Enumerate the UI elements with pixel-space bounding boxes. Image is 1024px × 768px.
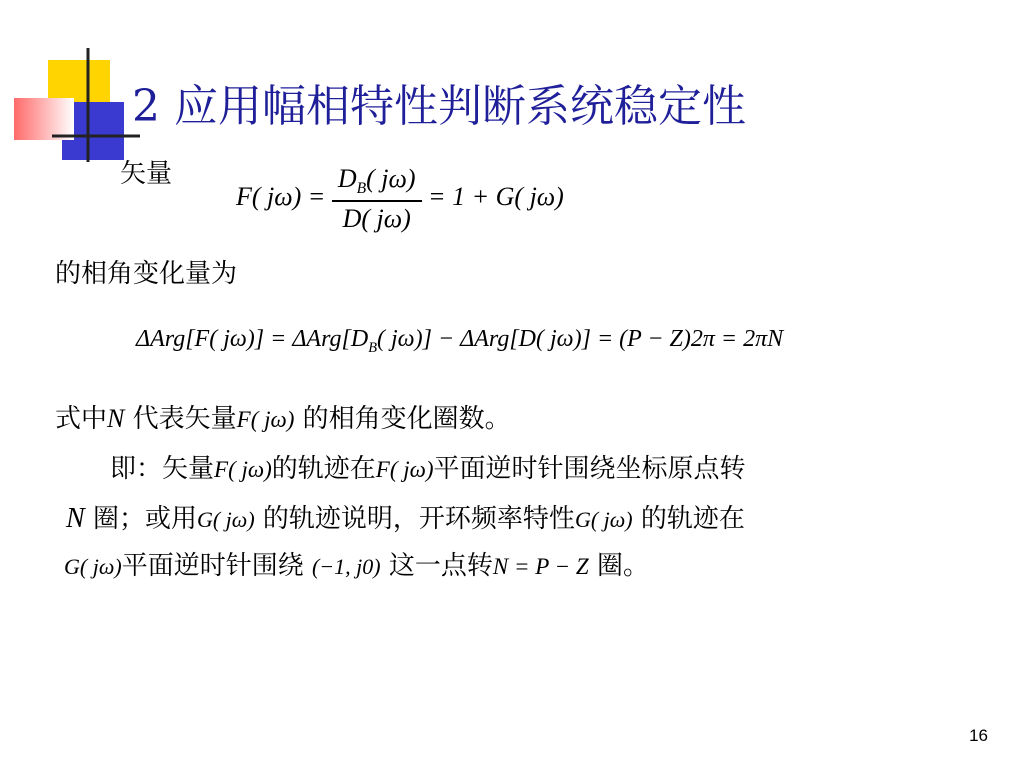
- paragraph-line-2: N 圈；或用G( jω) 的轨迹说明，开环频率特性G( jω) 的轨迹在: [66, 503, 745, 534]
- paragraph-line-1: 即：矢量F( jω)的轨迹在F( jω)平面逆时针围绕坐标原点转: [110, 454, 746, 484]
- eq1-numerator: $D_B$( jω): [332, 164, 422, 202]
- vector-label: 矢量: [120, 159, 173, 189]
- corner-decoration: [0, 40, 140, 170]
- eq1-rhs: = 1 + G( jω): [428, 182, 564, 212]
- paragraph-line-3: G( jω)平面逆时针围绕 (−1, j0) 这一点转N = P − Z 圈。: [64, 551, 649, 581]
- eq1-lhs: F( jω) =: [236, 182, 326, 212]
- equation-2: ΔArg[F( $j\omega)] = \Delta Arg[D_B$( jω)] − ΔArg[D( jω)] = (P − Z)2π = 2πN: [136, 326, 784, 356]
- phase-change-intro: 的相角变化量为: [55, 259, 238, 289]
- eq1-fraction: [332, 164, 422, 234]
- slide-title: 2 应用幅相特性判断系统稳定性: [132, 81, 746, 132]
- where-line: 式中N 代表矢量F( jω) 的相角变化圈数。: [55, 404, 511, 434]
- slide-number: 16: [969, 726, 988, 745]
- deco-red-bar: [14, 98, 74, 140]
- equation-1: [236, 164, 564, 234]
- eq1-denominator: D( jω): [342, 204, 411, 234]
